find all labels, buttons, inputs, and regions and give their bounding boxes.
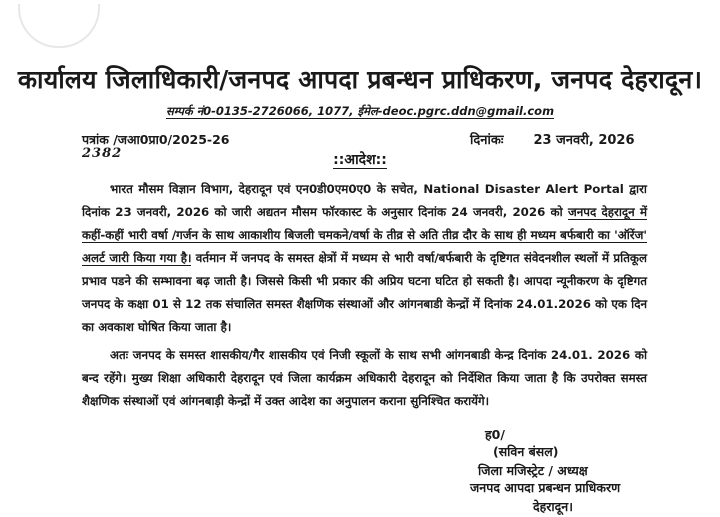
signatory-place: देहरादून।	[533, 499, 573, 514]
contact-text: सम्पर्क नं0-0135-2726066, 1077, ईमेल-deoc.pgrc.ddn@gmail.com	[165, 104, 555, 118]
order-heading-text: ::आदेश::	[333, 152, 387, 168]
signatory-name: (सविन बंसल)	[493, 444, 559, 459]
office-title: कार्यालय जिलाधिकारी/जनपद आपदा प्रबन्धन प्राधिकरण, जनपद देहरादून।	[17, 65, 703, 94]
p1-text-a: भारत मौसम विज्ञान विभाग, देहरादून एवं एन0डी0एम0ए0 के सचेत, National Disaster Alert Portal द्वारा दिनांक 23 जनवरी, 2026 को जारी अद्यतन मौसम फॉरकास्ट के अनुसार दिनांक 24 जनवरी, 2026 को	[82, 182, 647, 219]
p1-alert-underlined: जनपद देहरादून में कहीं-कहीं भारी वर्षा /गर्जन के साथ आकाशीय बिजली चमकने/वर्षा के तीव्र से अति तीव्र दौर के साथ ही मध्यम बर्फबारी का 'ऑरेंज' अलर्ट जारी किया गया है।	[82, 205, 647, 265]
p2-text: अतः जनपद के समस्त शासकीय/गैर शासकीय एवं निजी स्कूलों के साथ सभी आंगनबाडी केन्द्र दिनांक 24.01. 2026 को बन्द रहेंगे। मुख्य शिक्षा अधिकारी देहरादून एवं जिला कार्यक्रम अधिकारी देहरादून को निर्देशित किया जाता है कि उपरोक्त समस्त शैक्षणिक संस्थाओं एवं आंगनबाड़ी केन्द्रों में उक्त आदेश का अनुपालन कराना सुनिश्चित करायेंगे।	[82, 348, 647, 408]
p1-text-b: वर्तमान में जनपद के समस्त क्षेत्रों में मध्यम से भारी वर्षा/बर्फबारी के दृष्टिगत संवेदनशील स्थलों में प्रतिकूल प्रभाव पडने की सम्भावना बढ़ जाती है। जिससे किसी भी प्रकार की अप्रिय घटना घटित हो सकती है। आपदा न्यूनीकरण के दृष्टिगत जनपद के कक्षा 01 से 12 तक संचालित समस्त शैक्षणिक संस्थाओं और आंगनबाडी केन्द्रों में	[82, 251, 647, 311]
p1-holiday-date: दिनांक 24.01.2026	[484, 297, 591, 311]
date-label: दिनांकः	[470, 133, 504, 148]
emblem-seal-icon	[18, 4, 100, 48]
date-line	[470, 130, 635, 148]
date-value: 23 जनवरी, 2026	[533, 133, 635, 148]
p1-text-c: को एक दिन का अवकाश घोषित किया जाता है।	[82, 297, 648, 334]
signed-mark: ह0/	[485, 427, 505, 442]
order-heading	[0, 150, 720, 169]
reference-number: पत्रांक /जआ0प्रा0/2025-26	[82, 132, 230, 147]
signatory-designation: जिला मजिस्ट्रेट / अध्यक्ष	[478, 463, 588, 478]
paragraph-1	[82, 178, 647, 339]
paragraph-2	[82, 344, 647, 413]
contact-line	[0, 104, 720, 119]
signatory-authority: जनपद आपदा प्रबन्धन प्राधिकरण	[470, 480, 621, 495]
handwritten-dispatch-number: 2382	[82, 146, 123, 161]
